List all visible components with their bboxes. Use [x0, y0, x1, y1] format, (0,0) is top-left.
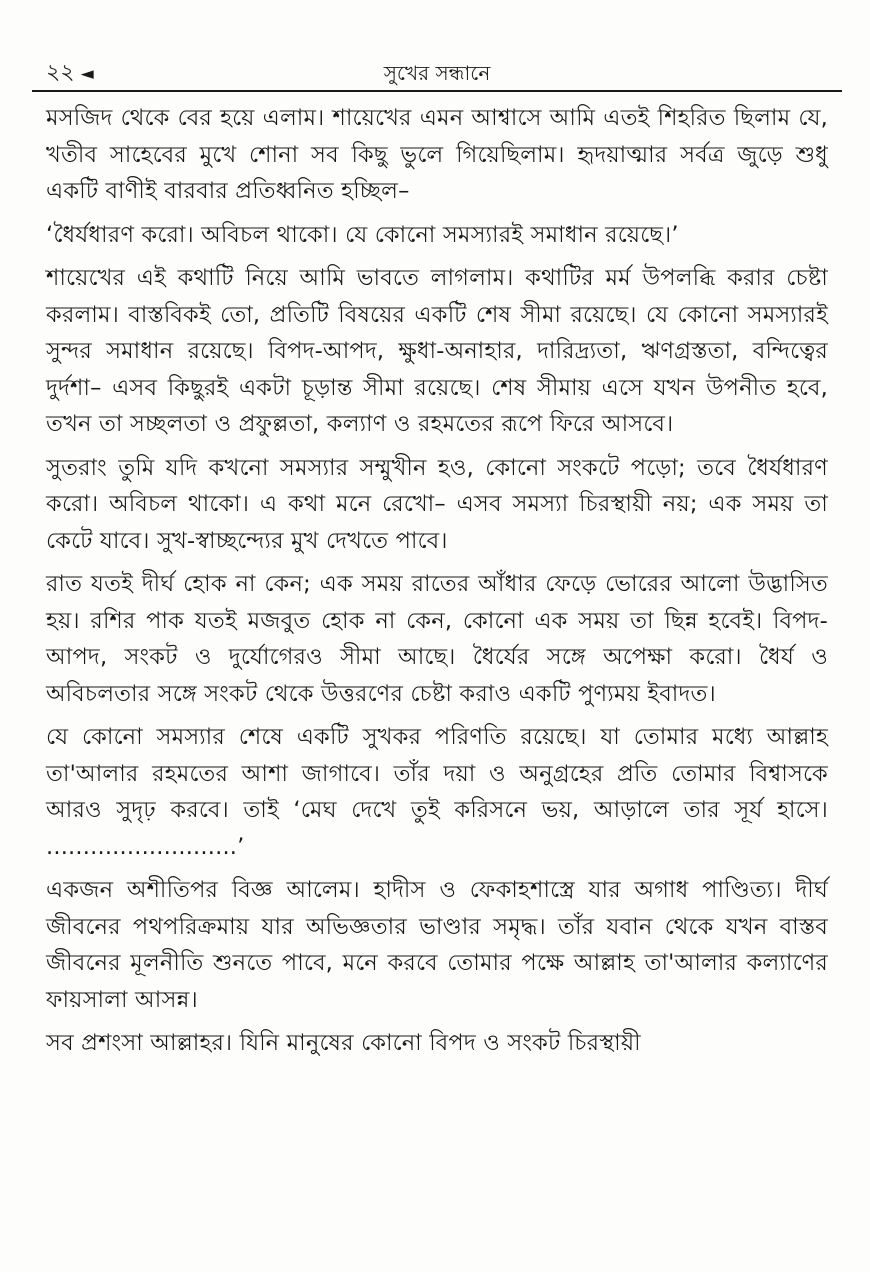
paragraph: রাত যতই দীর্ঘ হোক না কেন; এক সময় রাতের আঁধার ফেড়ে ভোরের আলো উদ্ভাসিত হয়। রশির পাক যতই মজবুত হোক না কেন, কোনো এক সময় তা ছিন্ন হবেই। বিপদ-আপদ, সংকট ও দুর্যোগেরও সীমা আছে। ধৈর্যের সঙ্গে অপেক্ষা করো। ধৈর্য ও অবিচলতার সঙ্গে সংকট থেকে উত্তরণের চেষ্টা করাও একটি পুণ্যময় ইবাদত।	[46, 571, 828, 707]
quote-paragraph: ‘ধৈর্যধারণ করো। অবিচল থাকো। যে কোনো সমস্যারই সমাধান রয়েছে।’	[46, 221, 679, 248]
paragraph: যে কোনো সমস্যার শেষে একটি সুখকর পরিণতি রয়েছে। যা তোমার মধ্যে আল্লাহ তা'আলার রহমতের আশা জাগাবে। তাঁর দয়া ও অনুগ্রহের প্রতি তোমার বিশ্বাসকে আরও সুদৃঢ় করবে। তাই ‘মেঘ দেখে তুই করিসনে ভয়, আড়ালে তার সূর্য হাসে। ..........................’	[46, 724, 828, 860]
page-number-text: ২২	[46, 60, 75, 85]
running-header	[32, 58, 842, 92]
paragraph: মসজিদ থেকে বের হয়ে এলাম। শায়েখের এমন আশ্বাসে আমি এতই শিহরিত ছিলাম যে, খতীব সাহেবের মুখে শোনা সব কিছু ভুলে গিয়েছিলাম। হৃদয়াত্মার সর্বত্র জুড়ে শুধু একটি বাণীই বারবার প্রতিধ্বনিত হচ্ছিল–	[46, 105, 828, 204]
body-text	[46, 100, 828, 1062]
book-title: সুখের সন্ধানে	[383, 61, 491, 85]
paragraph: সব প্রশংসা আল্লাহর। যিনি মানুষের কোনো বিপদ ও সংকট চিরস্থায়ী	[46, 1030, 641, 1056]
paragraph: শায়েখের এই কথাটি নিয়ে আমি ভাবতে লাগলাম। কথাটির মর্ম উপলব্ধি করার চেষ্টা করলাম। বাস্তবিকই তো, প্রতিটি বিষয়ের একটি শেষ সীমা রয়েছে। যে কোনো সমস্যারই সুন্দর সমাধান রয়েছে। বিপদ-আপদ, ক্ষুধা-অনাহার, দারিদ্র্যতা, ঋণগ্রস্ততা, বন্দিত্বের দুর্দশা– এসব কিছুরই একটা চূড়ান্ত সীমা রয়েছে। শেষ সীমায় এসে যখন উপনীত হবে, তখন তা সচ্ছলতা ও প্রফুল্লতা, কল্যাণ ও রহমতের রূপে ফিরে আসবে।	[46, 265, 828, 437]
paragraph: একজন অশীতিপর বিজ্ঞ আলেম। হাদীস ও ফেকাহশাস্ত্রে যার অগাধ পাণ্ডিত্য। দীর্ঘ জীবনের পথপরিক্রমায় যার অভিজ্ঞতার ভাণ্ডার সমৃদ্ধ। তাঁর যবান থেকে যখন বাস্তব জীবনের মূলনীতি শুনতে পাবে, মনে করবে তোমার পক্ষে আল্লাহ তা'আলার কল্যাণের ফায়সালা আসন্ন।	[46, 877, 828, 1013]
paragraph: সুতরাং তুমি যদি কখনো সমস্যার সম্মুখীন হও, কোনো সংকটে পড়ো; তবে ধৈর্যধারণ করো। অবিচল থাকো। এ কথা মনে রেখো– এসব সমস্যা চিরস্থায়ী নয়; এক সময় তা কেটে যাবে। সুখ-স্বাচ্ছন্দ্যের মুখ দেখতে পাবে।	[46, 454, 828, 554]
left-arrow-icon: ◄	[80, 64, 94, 84]
